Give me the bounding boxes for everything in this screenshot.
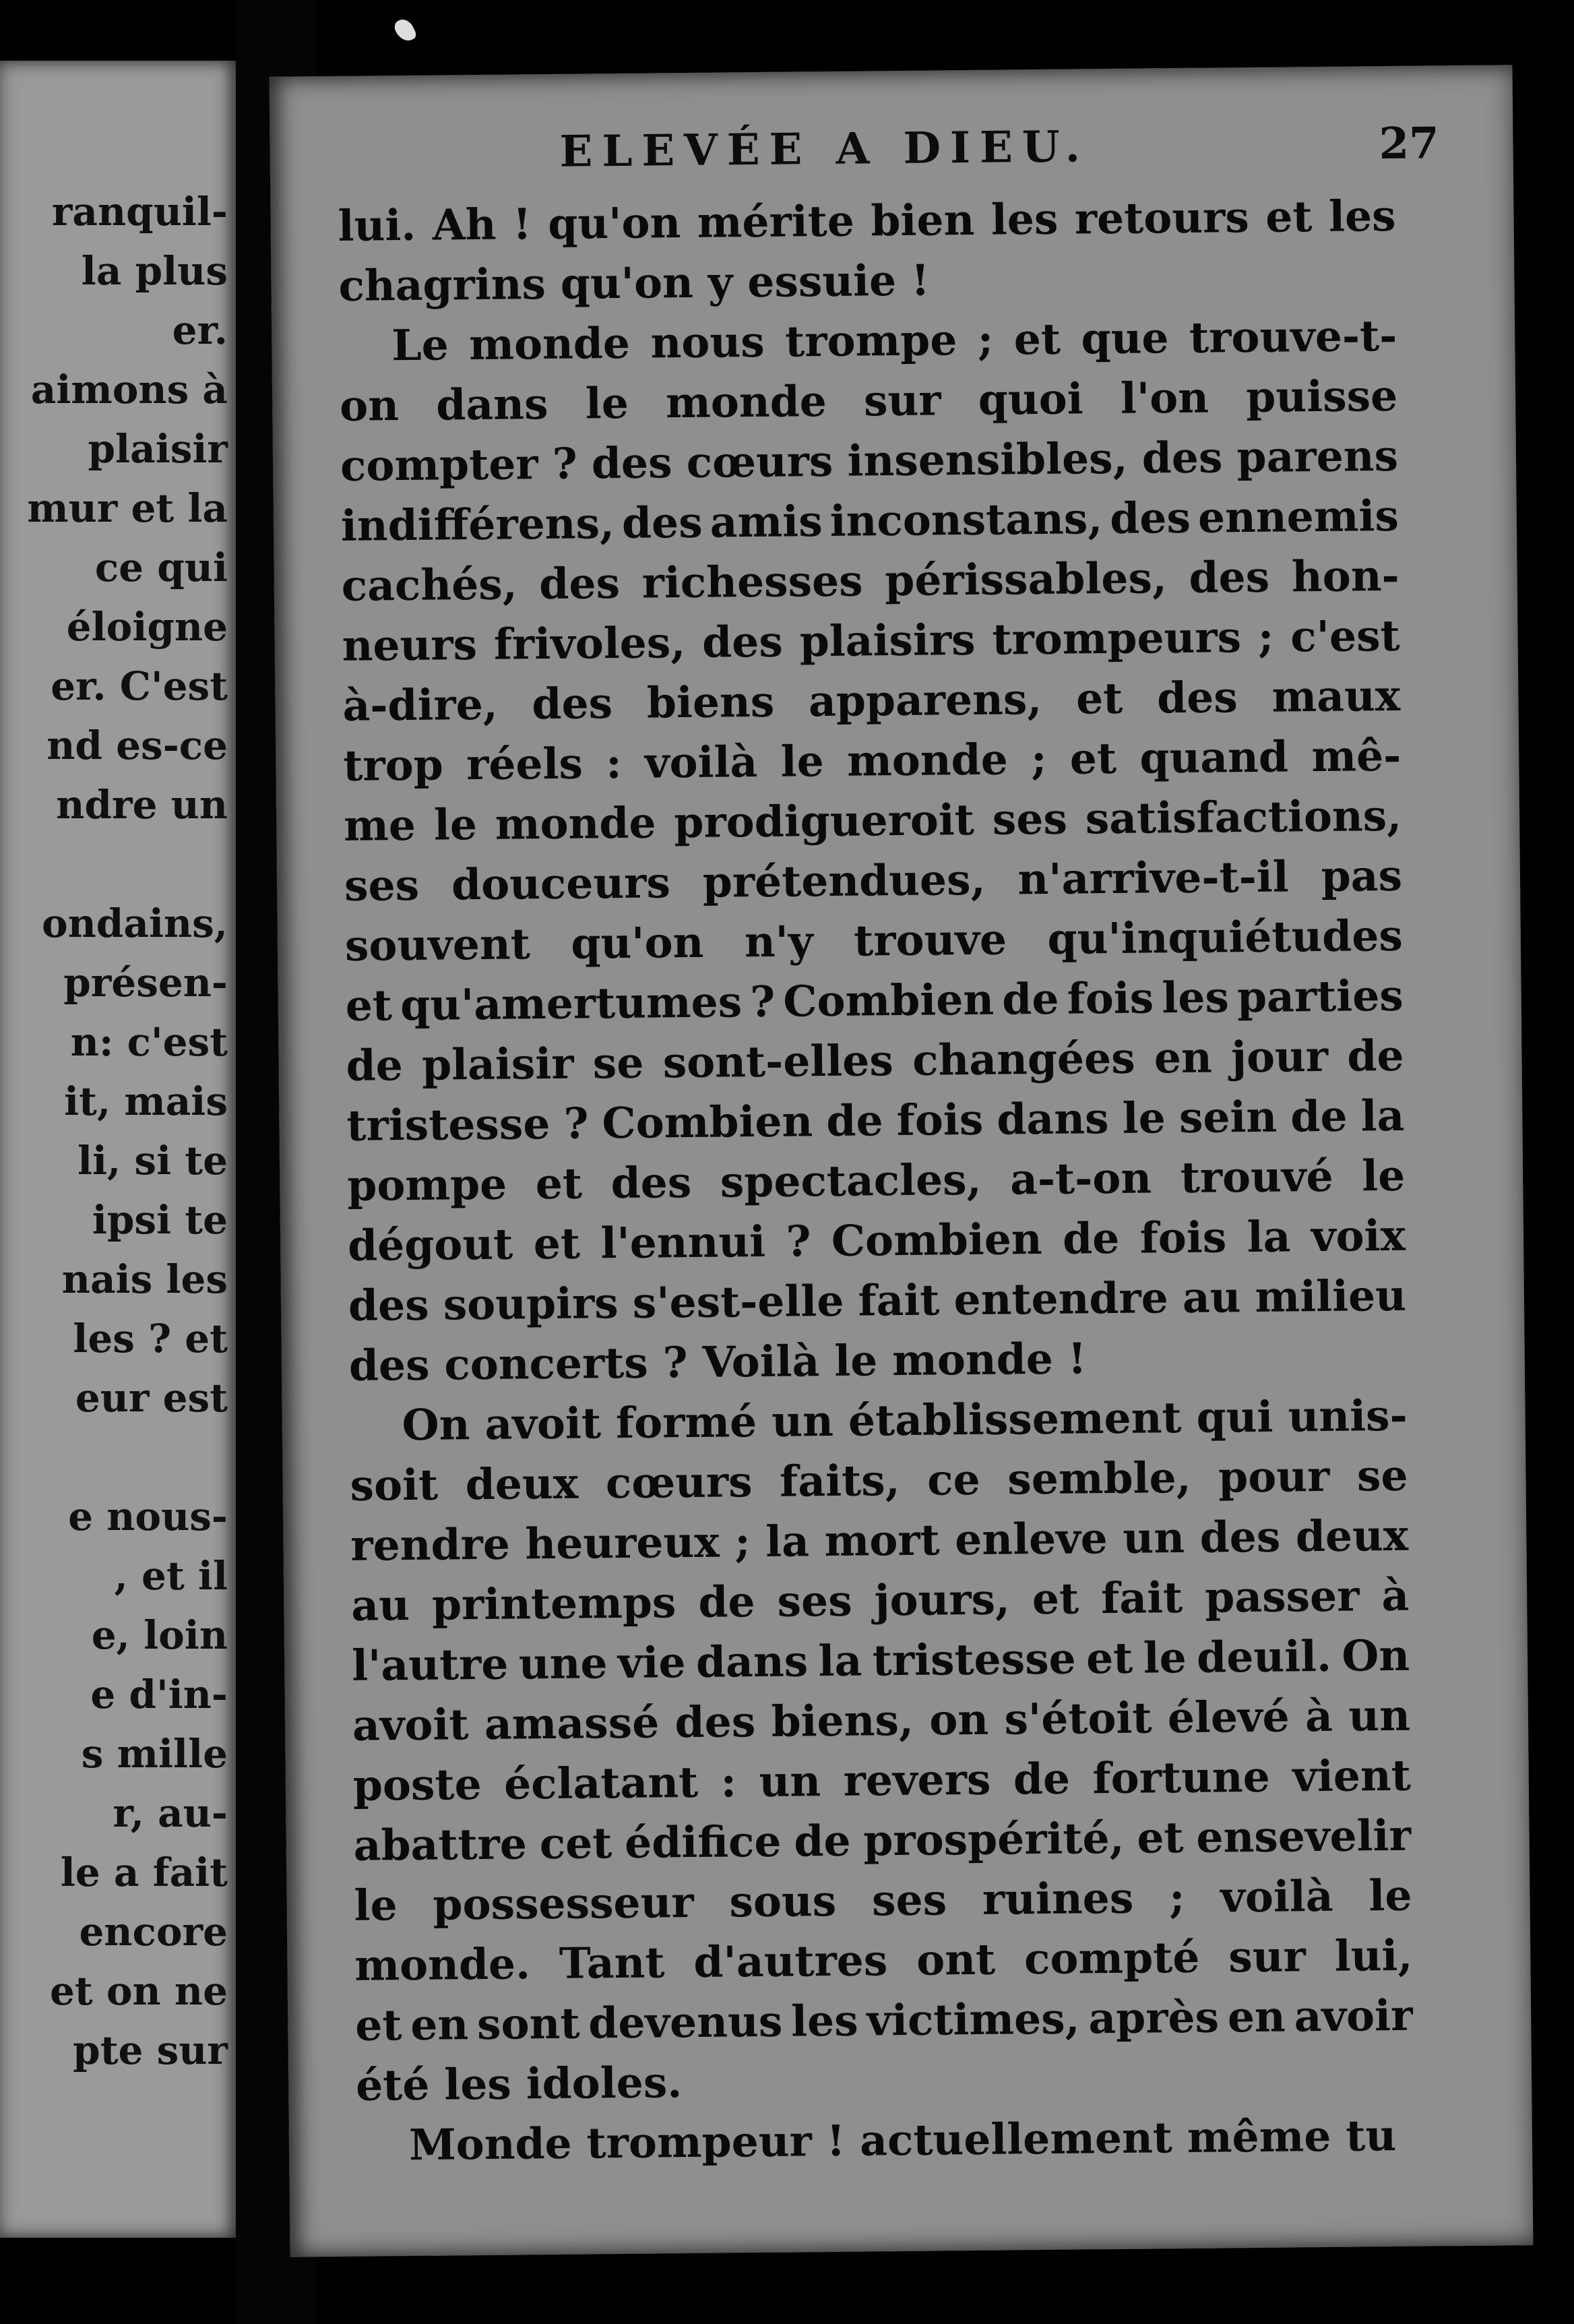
- left-page-line: ndre un: [56, 782, 228, 828]
- page-number: 27: [1379, 118, 1439, 170]
- main-page: [270, 65, 1534, 2257]
- text-line: avoit amassé des biens, on s'étoit élevé à un: [352, 1690, 1411, 1750]
- text-line: été les idoles.: [355, 2057, 683, 2110]
- text-line: trop réels : voilà le monde ; et quand mê-: [342, 730, 1402, 791]
- text-line: monde. Tant d'autres ont compté sur lui,: [354, 1930, 1413, 1990]
- text-line: chagrins qu'on y essuie !: [338, 255, 931, 311]
- left-page-line: [0, 1428, 228, 1487]
- left-page-line: it, mais: [64, 1078, 228, 1124]
- left-page-line: mur et la: [27, 485, 228, 531]
- left-page-line: eur est: [75, 1375, 228, 1421]
- text-line: poste éclatant : un revers de fortune vient: [352, 1750, 1412, 1810]
- left-page-line: pte sur: [73, 2027, 228, 2073]
- left-page-line: , et il: [114, 1553, 228, 1599]
- left-page-fragment: [0, 61, 236, 2238]
- left-page-line: encore: [79, 1909, 228, 1955]
- left-page-line: les ? et: [73, 1316, 228, 1362]
- text-line: rendre heureux ; la mort enleve un des deux: [350, 1510, 1409, 1570]
- left-page-line: r, au-: [113, 1790, 228, 1836]
- left-page-line: ranquil-: [51, 189, 228, 235]
- text-line: dégout et l'ennui ? Combien de fois la voix: [347, 1210, 1406, 1271]
- page-header: [270, 117, 1513, 190]
- left-page-line: er.: [172, 307, 228, 353]
- left-page-line: ipsi te: [92, 1197, 228, 1243]
- text-line: à-dire, des biens apparens, et des maux: [342, 670, 1401, 731]
- text-line: des soupirs s'est-elle fait entendre au milieu: [348, 1270, 1407, 1331]
- text-line: Le monde nous trompe ; et que trouve-t-: [391, 310, 1397, 371]
- text-line: soit deux cœurs faits, ce semble, pour se: [350, 1450, 1408, 1510]
- text-line: lui. Ah ! qu'on mérite bien les retours et les: [338, 190, 1396, 251]
- left-page-line: [0, 834, 228, 894]
- left-page-line: li, si te: [77, 1138, 228, 1184]
- text-line: le possesseur sous ses ruines ; voilà le: [354, 1870, 1412, 1930]
- left-page-line: présen-: [63, 960, 228, 1006]
- text-line: l'autre une vie dans la tristesse et le deuil. On: [351, 1630, 1410, 1690]
- left-page-line: et on ne: [49, 1968, 228, 2014]
- dust-speck: [392, 16, 418, 44]
- text-line: des concerts ? Voilà le monde !: [348, 1333, 1087, 1390]
- text-line: cachés, des richesses périssables, des hon-: [341, 550, 1400, 611]
- left-page-line: plaisir: [88, 426, 228, 472]
- text-line: indifférens, des amis inconstans, des ennemis: [340, 490, 1399, 551]
- left-page-line: e d'in-: [90, 1672, 228, 1717]
- text-line: souvent qu'on n'y trouve qu'inquiétudes: [344, 910, 1404, 971]
- left-page-line: nd es-ce: [46, 723, 228, 768]
- text-line: Monde trompeur ! actuellement même tu: [408, 2110, 1397, 2170]
- left-page-line: er. C'est: [51, 663, 228, 709]
- page-body-text: [338, 186, 1414, 2176]
- text-line: me le monde prodigueroit ses satisfactions,: [343, 790, 1402, 851]
- running-head: ELEVÉE A DIEU.: [559, 121, 1090, 177]
- text-line: compter ? des cœurs insensibles, des parens: [340, 430, 1399, 491]
- text-line: abattre cet édifice de prospérité, et ensevelir: [353, 1810, 1412, 1870]
- left-page-line: e nous-: [68, 1494, 228, 1539]
- left-page-line: s mille: [81, 1731, 228, 1777]
- text-line: de plaisir se sont-elles changées en jour de: [346, 1030, 1404, 1091]
- text-line: neurs frivoles, des plaisirs trompeurs ; c'est: [342, 610, 1400, 671]
- text-line: au printemps de ses jours, et fait passer à: [350, 1570, 1410, 1630]
- left-page-line: ce qui: [94, 545, 228, 590]
- text-line: On avoit formé un établissement qui unis-: [402, 1390, 1408, 1450]
- left-page-line: aimons à: [30, 367, 228, 412]
- text-line: ses douceurs prétendues, n'arrive-t-il pas: [344, 850, 1403, 911]
- text-line: et en sont devenus les victimes, après en avoir: [354, 1990, 1414, 2050]
- left-page-line: nais les: [61, 1256, 228, 1302]
- left-page-line: ondains,: [41, 900, 228, 946]
- left-page-line: éloigne: [66, 604, 228, 650]
- left-page-line: n: c'est: [70, 1019, 228, 1065]
- text-line: tristesse ? Combien de fois dans le sein de la: [346, 1090, 1405, 1151]
- left-page-text: [0, 182, 228, 2080]
- left-page-line: e, loin: [91, 1612, 228, 1658]
- text-line: pompe et des spectacles, a-t-on trouvé le: [346, 1150, 1406, 1211]
- text-line: on dans le monde sur quoi l'on puisse: [339, 370, 1398, 431]
- left-page-line: le a fait: [60, 1849, 228, 1895]
- left-page-line: la plus: [81, 248, 228, 294]
- text-line: et qu'amertumes ? Combien de fois les parties: [345, 970, 1404, 1031]
